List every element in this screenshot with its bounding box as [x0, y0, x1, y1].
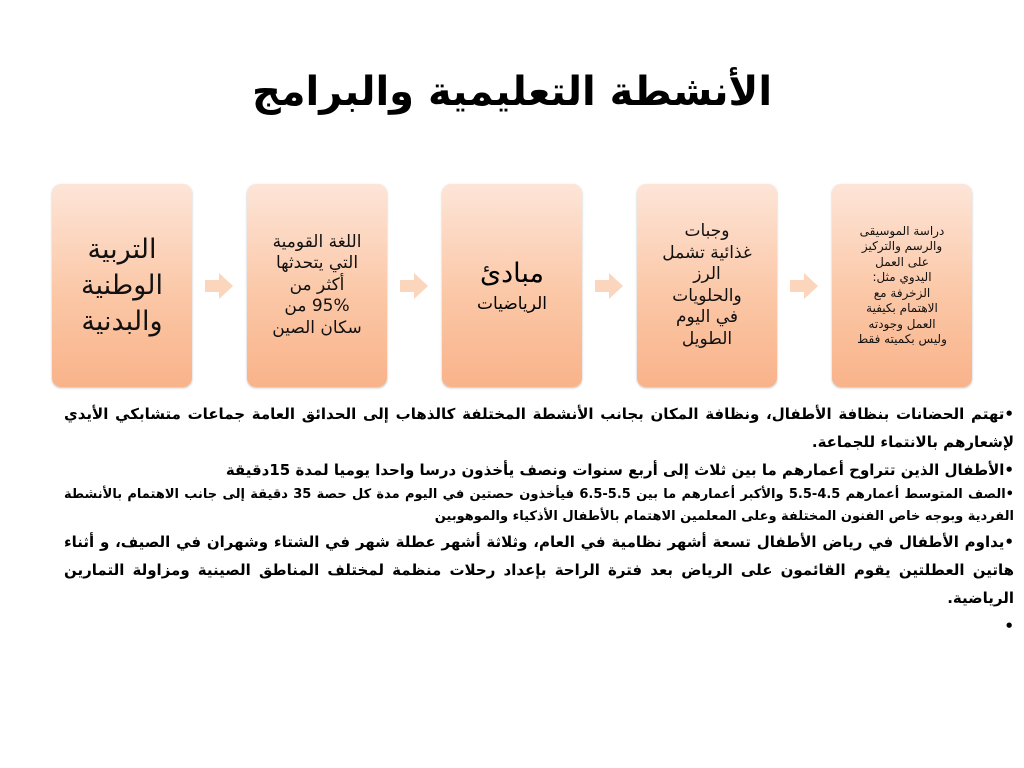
- bullet-paragraph: •تهتم الحضانات بنظافة الأطفال، ونظافة المكان بجانب الأنشطة المختلفة كالذهاب إلى الحدائق العامة جماعات متشابكي الأيدي لإشعارهم بالانتماء للجماعة.: [64, 405, 1014, 451]
- bullet-paragraph: •يداوم الأطفال في رياض الأطفال تسعة أشهر نظامية في العام، وثلاثة أشهر عطلة شهر في الشتاء وشهران في الصيف، و أثناء هاتين العطلتين يقوم القائمون على الرياض بعد فترة الراحة بإعداد رحلات منظمة لمختلف المناطق الصينية ومزاولة التمارين الرياضية.: [64, 533, 1014, 607]
- right-arrow-icon: [788, 270, 820, 302]
- right-arrow-icon: [203, 270, 235, 302]
- flow-box-music-art: [832, 184, 972, 387]
- process-flow: [0, 184, 1024, 387]
- flow-box-label-main: مبادئ: [480, 257, 544, 289]
- bullet-paragraph: •الصف المتوسط أعمارهم 4.5-5.5 والأكبر أعمارهم ما بين 5.5-6.5 فيأخذون حصتين في اليوم مدة كل حصة 35 دقيقة إلى جانب الاهتمام بالأنشطة الفردية وبوجه خاص الفنون المختلفة وعلى المعلمين الاهتمام بالأطفال الأذكياء والموهوبين: [64, 487, 1014, 524]
- flow-box-national-physical-education: [52, 184, 192, 387]
- flow-box-label: اللغة القومية التي يتحدثها أكثر من 95% من سكان الصين: [272, 231, 362, 338]
- bullet-paragraph: •الأطفال الذين تتراوح أعمارهم ما بين ثلاث إلى أربع سنوات ونصف يأخذون درسا واحدا يوميا لمدة 15دقيقة: [225, 461, 1014, 479]
- flow-box-label: وجبات غذائية تشمل الرز والحلويات في اليوم الطويل: [662, 221, 752, 349]
- flow-box-national-language: [247, 184, 387, 387]
- flow-box-label: التربية الوطنية والبدنية: [81, 233, 163, 337]
- flow-box-label: دراسة الموسيقى والرسم والتركيز على العمل اليدوي مثل: الزخرفة مع الاهتمام بكيفية العمل وجودته وليس بكميته فقط: [857, 223, 947, 346]
- right-arrow-icon: [593, 270, 625, 302]
- right-arrow-icon: [398, 270, 430, 302]
- bullet-paragraph-empty: •: [1004, 617, 1014, 635]
- bullet-text: [64, 400, 1014, 640]
- flow-box-math-basics: [442, 184, 582, 387]
- flow-box-meals: [637, 184, 777, 387]
- slide-title: الأنشطة التعليمية والبرامج: [251, 69, 773, 115]
- flow-box-label-sub: الرياضيات: [477, 293, 547, 314]
